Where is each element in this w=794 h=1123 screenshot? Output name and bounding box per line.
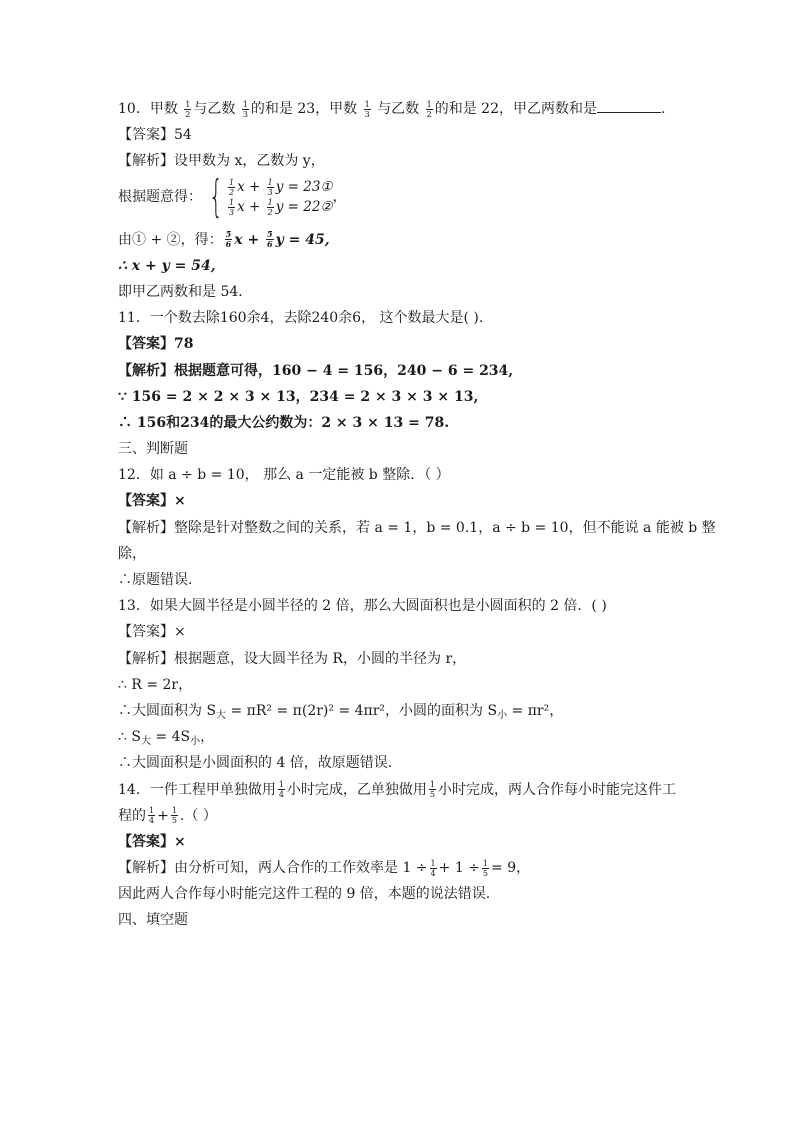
analysis-12-line-3: ∴原题错误.: [118, 572, 193, 588]
analysis-12-line-1: 【解析】整除是针对整数之间的关系，若 a = 1，b = 0.1，a ÷ b = 10，但不能说 a 能被 b 整: [118, 519, 716, 536]
fraction: [228, 178, 235, 197]
text: x +: [237, 178, 261, 195]
text: y = 22②: [275, 198, 333, 215]
answer-13: 【答案】×: [118, 624, 186, 641]
numerator: 1: [149, 806, 155, 816]
text: 10．甲数: [118, 101, 178, 117]
analysis-14-line-1: [118, 855, 678, 881]
analysis-13-line-1: 【解析】根据题意，设大圆半径为 R，小圆的半径为 r，: [118, 650, 467, 667]
text: +: [157, 807, 169, 824]
fraction: [267, 178, 274, 197]
answer-12: 【答案】×: [118, 493, 186, 510]
denominator: 5: [171, 816, 177, 826]
denominator: 5: [482, 868, 489, 878]
denominator: 3: [229, 207, 235, 217]
sum-step: [118, 227, 678, 253]
equation-2: [226, 197, 333, 217]
analysis-13-line-2: ∴ R = 2r，: [118, 676, 193, 693]
numerator: 1: [267, 197, 273, 207]
fraction: [225, 230, 233, 249]
system-equations: [226, 177, 333, 217]
subscript: 小: [190, 736, 201, 748]
fraction: [228, 198, 235, 217]
fraction: [267, 198, 274, 217]
question-14-stem-line-1: [118, 777, 678, 803]
denominator: 2: [426, 109, 432, 119]
question-10-stem: [118, 96, 678, 122]
denominator: 2: [185, 109, 191, 119]
denominator: 2: [229, 187, 235, 197]
analysis-13-line-3: [118, 698, 678, 724]
question-14-stem-line-2: [118, 803, 678, 829]
numerator: 1: [278, 780, 284, 789]
text: 程的: [118, 807, 146, 824]
equation-system: [118, 170, 678, 227]
section-heading-4: 四、填空题: [118, 912, 188, 929]
text: = πR² = π(2r)² = 4πr²，小圆的面积为 S: [226, 702, 498, 719]
text: 小时完成，两人合作每小时能完这件工: [438, 781, 677, 798]
numerator: 1: [242, 99, 248, 109]
denominator: 5: [429, 790, 436, 799]
fraction-one-half: [184, 100, 191, 119]
numerator: 1: [364, 99, 370, 109]
denominator: 4: [278, 790, 284, 799]
subscript: 小: [497, 709, 508, 721]
text: 14．一件工程甲单独做用: [118, 781, 276, 798]
denominator: 3: [364, 109, 370, 119]
brace: {: [209, 170, 223, 222]
text: = 4S: [150, 729, 191, 746]
answer-10: 【答案】54: [118, 127, 192, 144]
numerator: 1: [229, 177, 235, 187]
denominator: 6: [225, 239, 232, 250]
text: y = 23①: [275, 178, 333, 195]
therefore-step: ∴ x + y = 54,: [118, 257, 216, 274]
fraction: [266, 230, 274, 249]
fraction-one-third: [242, 100, 249, 119]
text: = 9，: [491, 860, 531, 877]
text: 的和是 22，甲乙两数和是: [434, 101, 597, 117]
analysis-11-line-2: ∵ 156 = 2 × 2 × 3 × 13，234 = 2 × 3 × 3 × 13,: [118, 388, 479, 405]
analysis-14-line-2: 因此两人合作每小时能完这件工程的 9 倍，本题的说法错误.: [118, 886, 491, 903]
analysis-13-line-5: ∴大圆面积是小圆面积的 4 倍，故原题错误.: [118, 755, 393, 772]
text: 由① + ②，得：: [118, 231, 223, 248]
numerator: 1: [430, 858, 436, 868]
fraction-one-fifth: [429, 780, 436, 799]
answer-11: 【答案】78: [118, 336, 194, 353]
subscript: 大: [216, 709, 227, 721]
numerator: 1: [185, 99, 191, 109]
document-page: [118, 96, 716, 934]
analysis-10-intro: 【解析】设甲数为 x，乙数为 y，: [118, 153, 325, 170]
numerator: 5: [225, 229, 232, 240]
fraction-one-fifth: [171, 806, 178, 825]
fraction-one-quarter: [278, 780, 285, 799]
question-13-stem: 13．如果大圆半径是小圆半径的 2 倍，那么大圆面积也是小圆面积的 2 倍．( ): [118, 598, 607, 615]
text: 与乙数: [377, 101, 420, 117]
analysis-12-line-2: 除，: [118, 545, 146, 562]
text: ，: [200, 729, 215, 746]
fraction-one-third: [364, 100, 371, 119]
text: x +: [234, 231, 260, 248]
section-heading-3: 三、判断题: [118, 441, 188, 458]
text: 与乙数: [193, 101, 236, 117]
denominator: 2: [267, 207, 273, 217]
subscript: 大: [140, 736, 151, 748]
denominator: 4: [430, 868, 436, 878]
text: + 1 ÷: [438, 860, 480, 877]
fraction: [430, 859, 437, 878]
text: ，: [332, 188, 347, 205]
text: ∴大圆面积为 S: [118, 702, 217, 719]
fraction: [482, 859, 489, 878]
text: 【解析】由分析可知，两人合作的工作效率是 1 ÷: [118, 860, 428, 877]
question-11-stem: 11．一个数去除160余4，去除240余6， 这个数最大是( ).: [118, 310, 484, 327]
sum-equation: [223, 229, 330, 250]
text: .（ ）: [179, 807, 217, 824]
answer-blank[interactable]: [597, 98, 661, 113]
denominator: 3: [242, 109, 248, 119]
numerator: 1: [229, 197, 235, 207]
text: 小时完成，乙单独做用: [286, 781, 427, 798]
equation-1: [226, 177, 333, 197]
text: x +: [237, 198, 261, 215]
numerator: 1: [426, 99, 432, 109]
fraction-one-quarter: [148, 806, 155, 825]
analysis-11-line-1: 【解析】根据题意可得，160 − 4 = 156，240 − 6 = 234,: [118, 362, 514, 379]
analysis-13-line-4: [118, 724, 678, 750]
text: .: [661, 101, 666, 117]
answer-14: 【答案】×: [118, 833, 186, 850]
text: 的和是 23，甲数: [250, 101, 358, 117]
analysis-11-line-3: ∴ 156和234的最大公约数为：2 × 3 × 13 = 78.: [118, 414, 450, 431]
text: y = 45,: [275, 231, 330, 248]
numerator: 1: [171, 806, 177, 816]
text: ∴ S: [118, 729, 141, 746]
conclusion-10: 即甲乙两数和是 54．: [118, 283, 253, 300]
text: 根据题意得：: [118, 188, 202, 205]
denominator: 4: [149, 816, 155, 826]
text: = πr²，: [507, 702, 564, 719]
numerator: 1: [429, 780, 436, 789]
question-12-stem: 12．如 a ÷ b = 10， 那么 a 一定能被 b 整除．（ ）: [118, 467, 450, 484]
numerator: 1: [267, 177, 273, 187]
numerator: 5: [267, 229, 273, 240]
denominator: 3: [267, 187, 273, 197]
numerator: 1: [482, 858, 489, 868]
fraction-one-half: [426, 100, 433, 119]
denominator: 6: [267, 239, 273, 250]
